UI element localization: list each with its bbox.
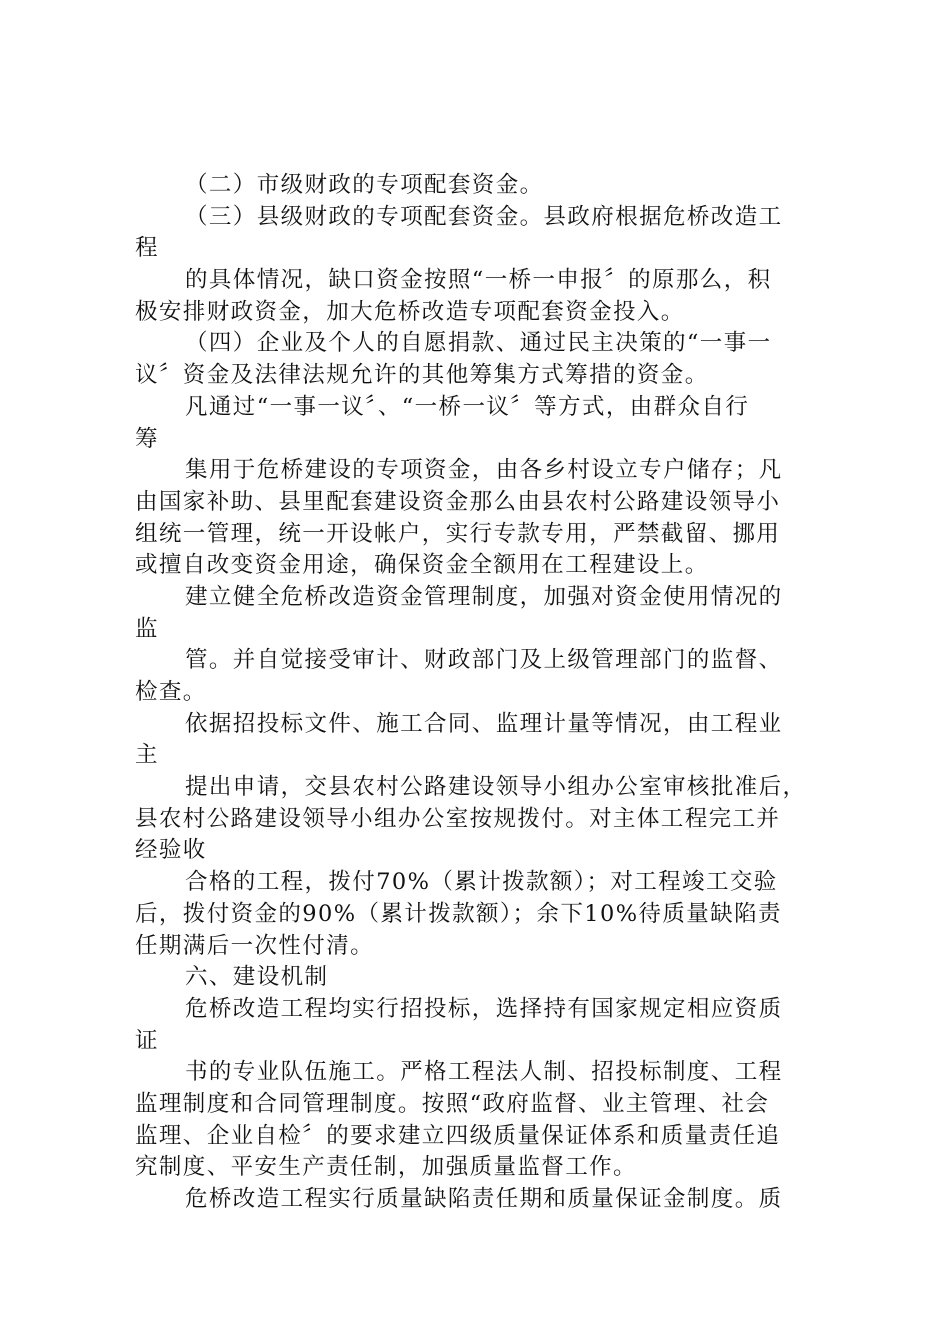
text-line: 任期满后一次性付清。 bbox=[135, 932, 375, 959]
text-line: 凡通过“一事一议〞、“一桥一议〞等方式，由群众自行 bbox=[185, 393, 750, 420]
text-line: 监理制度和合同管理制度。按照“政府监督、业主管理、社会 bbox=[135, 1090, 770, 1117]
text-line: 组统一管理，统一开设帐户，实行专款专用，严禁截留、挪用 bbox=[135, 520, 781, 547]
text-line: （三）县级财政的专项配套资金。县政府根据危桥改造工 bbox=[185, 203, 783, 230]
text-line: （四）企业及个人的自愿捐款、通过民主决策的“一事一 bbox=[185, 330, 772, 357]
text-line: 议〞资金及法律法规允许的其他筹集方式筹措的资金。 bbox=[135, 362, 709, 389]
text-line: 经验收 bbox=[135, 837, 207, 864]
text-line: 依据招投标文件、施工合同、监理计量等情况，由工程业 bbox=[185, 710, 783, 737]
text-line: 或擅自改变资金用途，确保资金全额用在工程建设上。 bbox=[135, 552, 709, 579]
text-line: 程 bbox=[135, 235, 159, 262]
text-line: 后，拨付资金的90%（累计拨款额）；余下10%待质量缺陷责 bbox=[135, 900, 782, 927]
text-line: 究制度、平安生产责任制，加强质量监督工作。 bbox=[135, 1154, 637, 1181]
text-line: 由国家补助、县里配套建设资金那么由县农村公路建设领导小 bbox=[135, 488, 781, 515]
text-line: 书的专业队伍施工。严格工程法人制、招投标制度、工程 bbox=[185, 1059, 783, 1086]
document-body bbox=[135, 170, 825, 1216]
text-line: 提出申请，交县农村公路建设领导小组办公室审核批准后， bbox=[185, 774, 807, 801]
text-line: （二）市级财政的专项配套资金。 bbox=[185, 172, 544, 198]
text-line: 筹 bbox=[135, 425, 159, 452]
text-line: 县农村公路建设领导小组办公室按规拨付。对主体工程完工并 bbox=[135, 805, 781, 832]
text-line: 建立健全危桥改造资金管理制度，加强对资金使用情况的 bbox=[185, 583, 783, 610]
text-line: 证 bbox=[135, 1027, 159, 1054]
text-line: 合格的工程，拨付70%（累计拨款额）；对工程竣工交验 bbox=[185, 869, 778, 896]
text-line: 六、建设机制 bbox=[185, 964, 329, 991]
text-line: 监理、企业自检〞的要求建立四级质量保证体系和质量责任追 bbox=[135, 1122, 781, 1149]
text-line: 检查。 bbox=[135, 679, 207, 705]
text-line: 管。并自觉接受审计、财政部门及上级管理部门的监督、 bbox=[185, 647, 783, 674]
text-line: 极安排财政资金，加大危桥改造专项配套资金投入。 bbox=[135, 298, 685, 325]
text-line: 主 bbox=[135, 742, 159, 769]
text-line: 集用于危桥建设的专项资金，由各乡村设立专户储存；凡 bbox=[185, 457, 783, 484]
text-line: 的具体情况，缺口资金按照“一桥一申报〞的原那么，积 bbox=[185, 267, 772, 294]
text-line: 监 bbox=[135, 615, 159, 642]
text-line: 危桥改造工程实行质量缺陷责任期和质量保证金制度。质 bbox=[185, 1186, 783, 1212]
text-line: 危桥改造工程均实行招投标，选择持有国家规定相应资质 bbox=[185, 995, 783, 1022]
